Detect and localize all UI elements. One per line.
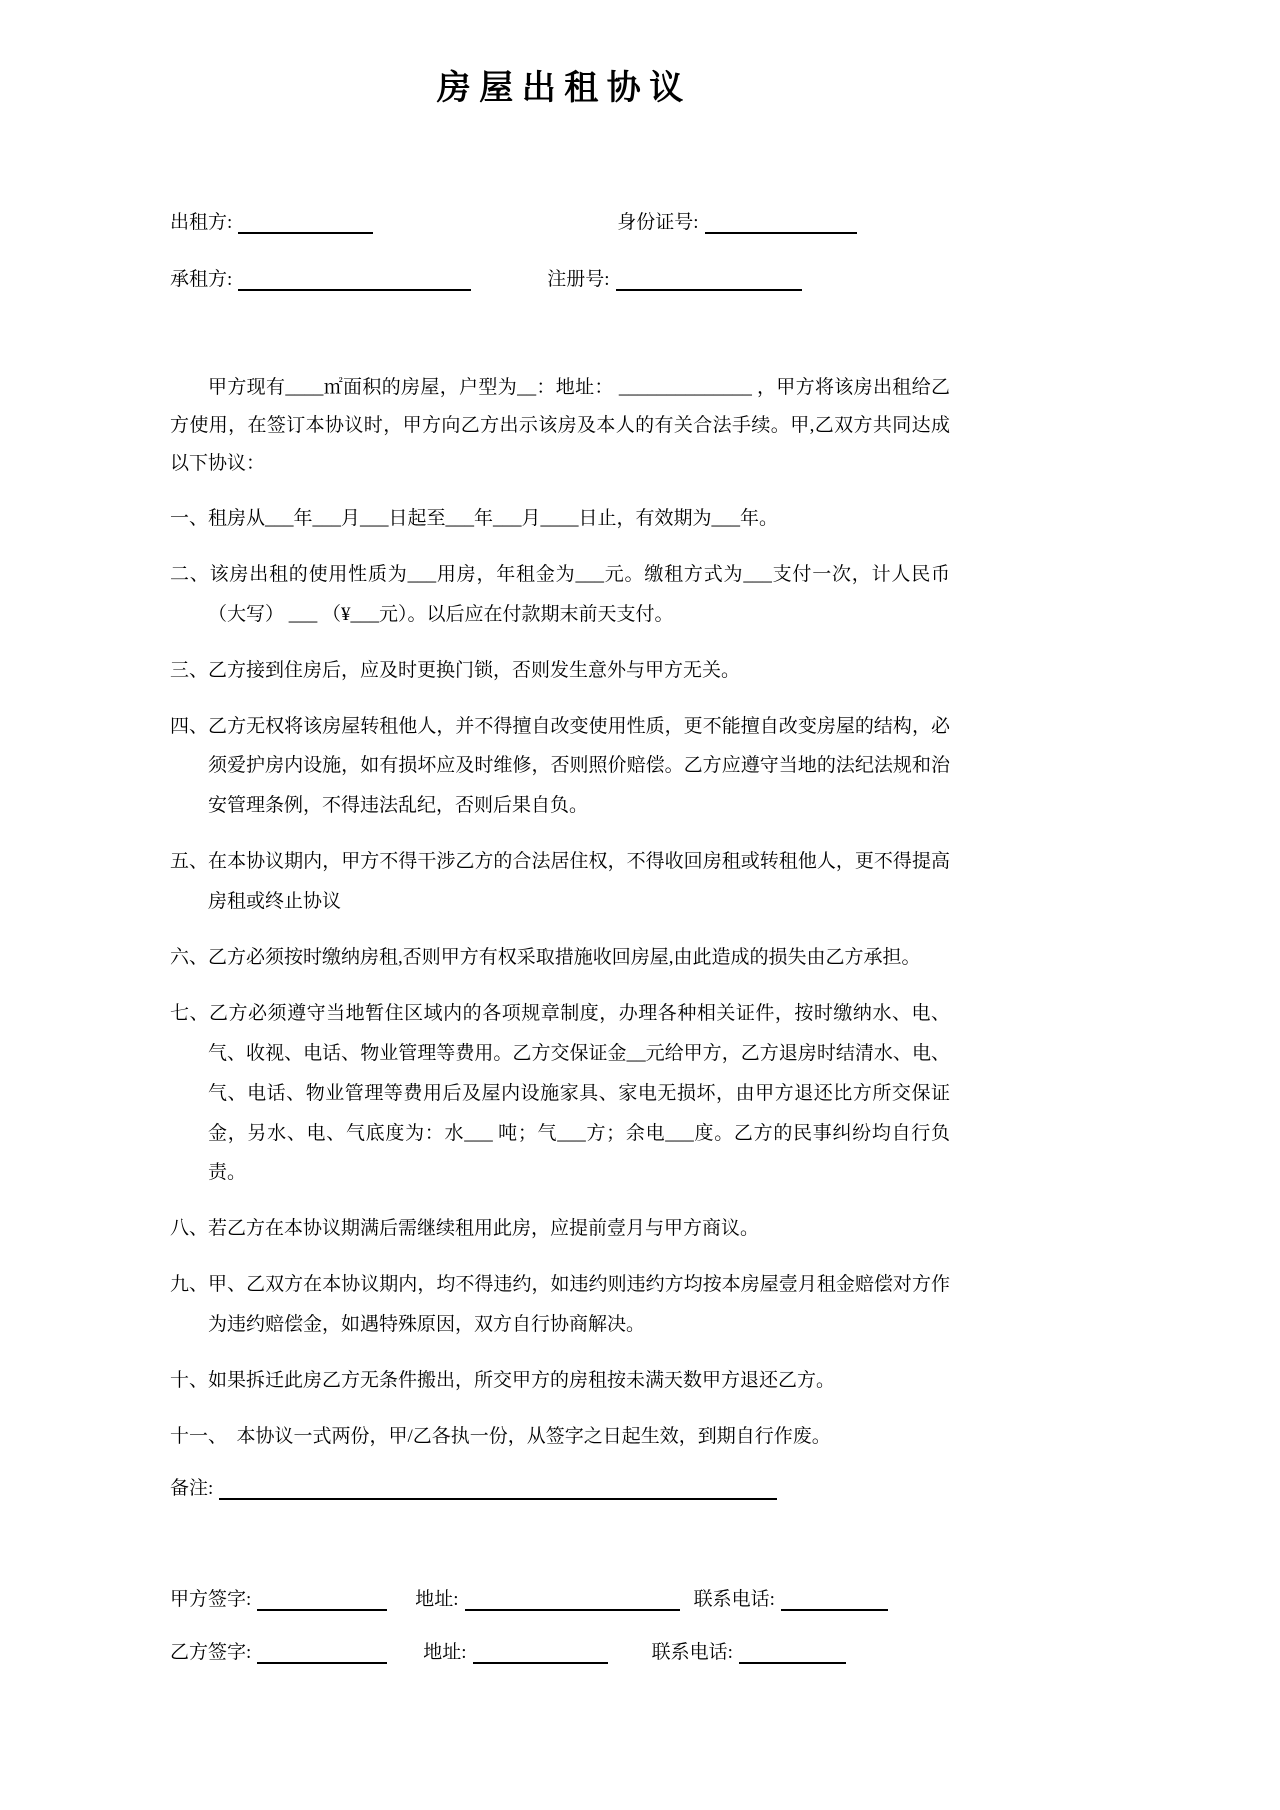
- clause-9: 九、甲、乙双方在本协议期内，均不得违约，如违约则违约方均按本房屋壹月租金赔偿对方作为违约赔偿金，如遇特殊原因，双方自行协商解决。: [170, 1274, 950, 1336]
- clause-10: 十、如果拆迁此房乙方无条件搬出，所交甲方的房租按未满天数甲方退还乙方。: [170, 1370, 836, 1392]
- doc-title: 房 屋 出 租 协 议: [436, 70, 684, 107]
- header-row-2: [170, 264, 950, 291]
- registration-blank-line: [616, 267, 802, 291]
- id-number-blank-line: [705, 210, 857, 234]
- clause-6: 六、乙方必须按时缴纳房租,否则甲方有权采取措施收回房屋,由此造成的损失由乙方承担。: [170, 947, 921, 969]
- party-b-phone-label: 联系电话:: [651, 1641, 733, 1663]
- party-a-address-label: 地址:: [415, 1588, 459, 1610]
- party-a-sign-label: 甲方签字:: [170, 1588, 252, 1610]
- party-b-address-label: 地址:: [423, 1641, 467, 1663]
- clause-3: 三、乙方接到住房后，应及时更换门锁，否则发生意外与甲方无关。: [170, 659, 741, 681]
- party-a-phone-field: [694, 1584, 888, 1611]
- lessor-blank-line: [238, 210, 373, 234]
- party-a-phone-label: 联系电话:: [693, 1588, 775, 1610]
- lessor-label: 出租方:: [170, 212, 233, 233]
- party-a-sign-blank-line: [257, 1587, 387, 1611]
- clause-list: [170, 499, 950, 1457]
- lessor-field: [170, 207, 373, 234]
- clause-4: 四、乙方无权将该房屋转租他人，并不得擅自改变使用性质，更不能擅自改变房屋的结构，必须爱护房内设施，如有损坏应及时维修，否则照价赔偿。乙方应遵守当地的法纪法规和治安管理条例，不得违法乱纪，否则后果自负。: [170, 715, 950, 817]
- party-a-address-blank-line: [465, 1587, 680, 1611]
- clause-7: 七、乙方必须遵守当地暂住区域内的各项规章制度，办理各种相关证件，按时缴纳水、电、气、收视、电话、物业管理等费用。乙方交保证金__元给甲方，乙方退房时结清水、电、气、电话、物业管理等费用后及屋内设施家具、家电无损坏，由甲方退还比方所交保证金，另水、电、气底度为：水___ 吨；气___方；余电___度。乙方的民事纠纷均自行负责。: [170, 1002, 950, 1184]
- party-b-phone-blank-line: [739, 1640, 846, 1664]
- party-a-signature-row: [170, 1584, 950, 1611]
- party-a-address-field: [415, 1584, 679, 1611]
- header-row-1: [170, 207, 950, 234]
- party-b-address-blank-line: [473, 1640, 608, 1664]
- notes-label: 备注:: [170, 1477, 214, 1499]
- party-b-address-field: [423, 1637, 607, 1664]
- clause-11: 十一、 本协议一式两份，甲/乙各执一份，从签字之日起生效，到期自行作废。: [170, 1425, 831, 1447]
- registration-field: [547, 264, 801, 291]
- party-b-sign-field: [170, 1637, 387, 1664]
- clause-8: 八、若乙方在本协议期满后需继续租用此房，应提前壹月与甲方商议。: [170, 1218, 760, 1240]
- lessee-label: 承租方:: [170, 269, 233, 290]
- party-b-sign-label: 乙方签字:: [170, 1641, 252, 1663]
- notes-blank-line: [219, 1476, 777, 1500]
- party-b-sign-blank-line: [257, 1640, 387, 1664]
- clause-1: 一、租房从___年___月___日起至___年___月____日止，有效期为___年。: [170, 508, 779, 529]
- clause-5: 五、在本协议期内，甲方不得干涉乙方的合法居住权，不得收回房租或转租他人，更不得提高房租或终止协议: [170, 851, 950, 913]
- lessee-blank-line: [238, 267, 471, 291]
- id-number-field: [617, 207, 856, 234]
- registration-label: 注册号:: [547, 269, 610, 290]
- lessee-field: [170, 264, 471, 291]
- id-number-label: 身份证号:: [617, 212, 699, 233]
- party-b-signature-row: [170, 1637, 950, 1664]
- party-b-phone-field: [652, 1637, 846, 1664]
- party-a-phone-blank-line: [781, 1587, 888, 1611]
- intro-paragraph: 甲方现有____㎡面积的房屋，户型为__：地址： ______________ ，甲方将该房出租给乙方使用，在签订本协议时，甲方向乙方出示该房及本人的有关合法手续。甲,乙双方共同达成以下协议：: [170, 377, 950, 474]
- clause-2: 二、该房出租的使用性质为___用房，年租金为___元。缴租方式为___支付一次，计人民币（大写） ___ （¥___元）。以后应在付款期末前天支付。: [170, 563, 950, 625]
- party-a-sign-field: [170, 1584, 387, 1611]
- notes-field: [170, 1473, 950, 1500]
